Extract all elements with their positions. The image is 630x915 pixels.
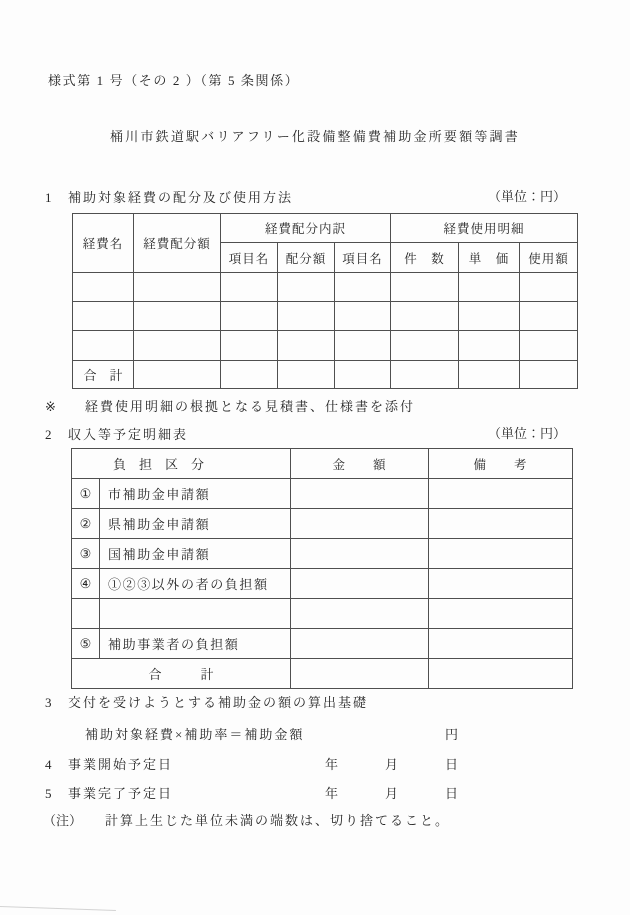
document-title: 桶川市鉄道駅バリアフリー化設備整備費補助金所要額等調書 [110, 129, 520, 144]
remarks-cell [429, 629, 573, 659]
attachment-note-text: 経費使用明細の根拠となる見積書、仕様書を添付 [85, 399, 416, 414]
remarks-cell [429, 569, 573, 599]
col-header-remarks: 備 考 [429, 449, 573, 479]
empty-cell [221, 273, 278, 302]
section1-unit-note: （単位：円） [488, 189, 567, 204]
col-header-burden-category: 負 担 区 分 [72, 449, 291, 479]
row-label: 国補助金申請額 [100, 539, 291, 569]
income-total-label: 合 計 [72, 659, 291, 689]
empty-cell [391, 273, 459, 302]
remarks-cell [429, 599, 573, 629]
row-label: ①②③以外の者の負担額 [100, 569, 291, 599]
income-table-total-row [72, 659, 573, 689]
section4-year-label: 年 [325, 757, 341, 772]
row-number: ① [72, 479, 100, 509]
col-header-amount: 金 額 [291, 449, 429, 479]
section1-heading: 補助対象経費の配分及び使用方法 [68, 190, 294, 205]
footnote-text: 計算上生じた単位未満の端数は、切り捨てること。 [105, 813, 451, 828]
col-header-count: 件 数 [391, 243, 459, 273]
row-label: 市補助金申請額 [100, 479, 291, 509]
empty-cell [278, 361, 335, 389]
empty-cell [221, 302, 278, 331]
col-header-item-name-2: 項目名 [335, 243, 391, 273]
col-header-unit-price: 単 価 [459, 243, 520, 273]
section2-number: 2 [45, 427, 54, 442]
empty-cell [134, 302, 221, 331]
empty-cell [335, 331, 391, 361]
empty-cell [391, 361, 459, 389]
empty-cell [221, 331, 278, 361]
empty-cell [520, 331, 578, 361]
form-number-line: 様式第 1 号（その 2 ）（第 5 条関係） [48, 73, 300, 88]
remarks-cell [429, 659, 573, 689]
empty-cell [520, 361, 578, 389]
expense-total-label: 合 計 [73, 361, 134, 389]
empty-cell [459, 331, 520, 361]
expense-table-header-row-1 [73, 214, 578, 243]
expense-table [72, 213, 578, 389]
empty-cell [459, 302, 520, 331]
section4-heading: 事業開始予定日 [68, 757, 174, 772]
row-number [72, 599, 100, 629]
remarks-cell [429, 509, 573, 539]
empty-cell [520, 302, 578, 331]
empty-cell [278, 273, 335, 302]
income-row-blank [72, 599, 573, 629]
section3-yen-label: 円 [445, 727, 461, 742]
empty-cell [335, 302, 391, 331]
income-row-city [72, 479, 573, 509]
empty-cell [391, 302, 459, 331]
empty-cell [134, 361, 221, 389]
empty-cell [134, 331, 221, 361]
section4-number: 4 [45, 757, 54, 772]
section5-day-label: 日 [445, 786, 461, 801]
amount-cell [291, 629, 429, 659]
scan-artifact-line [0, 906, 116, 911]
col-header-allocation-amount: 経費配分額 [134, 214, 221, 273]
empty-cell [459, 361, 520, 389]
amount-cell [291, 569, 429, 599]
section4-day-label: 日 [445, 757, 461, 772]
empty-cell [73, 302, 134, 331]
empty-cell [335, 361, 391, 389]
empty-cell [278, 302, 335, 331]
empty-cell [278, 331, 335, 361]
amount-cell [291, 509, 429, 539]
empty-cell [134, 273, 221, 302]
empty-cell [335, 273, 391, 302]
section5-heading: 事業完了予定日 [68, 786, 174, 801]
col-header-item-name-1: 項目名 [221, 243, 278, 273]
expense-table-total-row [73, 361, 578, 389]
section5-month-label: 月 [385, 786, 401, 801]
col-header-allocated-amount: 配分額 [278, 243, 335, 273]
amount-cell [291, 539, 429, 569]
row-label [100, 599, 291, 629]
expense-table-empty-row [73, 331, 578, 361]
expense-table-empty-row [73, 273, 578, 302]
empty-cell [459, 273, 520, 302]
empty-cell [520, 273, 578, 302]
attachment-note-marker: ※ [45, 399, 56, 414]
empty-cell [221, 361, 278, 389]
amount-cell [291, 479, 429, 509]
section5-number: 5 [45, 786, 54, 801]
row-number: ③ [72, 539, 100, 569]
col-header-allocation-breakdown: 経費配分内訳 [221, 214, 391, 243]
row-label: 県補助金申請額 [100, 509, 291, 539]
section3-heading: 交付を受けようとする補助金の額の算出基礎 [68, 695, 369, 710]
income-row-others [72, 569, 573, 599]
empty-cell [73, 331, 134, 361]
income-row-prefecture [72, 509, 573, 539]
section2-unit-note: （単位：円） [488, 426, 567, 441]
section3-number: 3 [45, 695, 54, 710]
col-header-usage-detail: 経費使用明細 [391, 214, 578, 243]
expense-table-empty-row [73, 302, 578, 331]
amount-cell [291, 659, 429, 689]
section2-heading: 収入等予定明細表 [68, 427, 189, 442]
income-row-national [72, 539, 573, 569]
col-header-used-amount: 使用額 [520, 243, 578, 273]
income-table-header-row [72, 449, 573, 479]
income-table [71, 448, 573, 689]
row-number: ② [72, 509, 100, 539]
remarks-cell [429, 479, 573, 509]
row-number: ⑤ [72, 629, 100, 659]
section1-number: 1 [45, 190, 54, 205]
empty-cell [73, 273, 134, 302]
amount-cell [291, 599, 429, 629]
income-row-project-operator [72, 629, 573, 659]
section4-month-label: 月 [385, 757, 401, 772]
footnote-marker: （注） [43, 813, 83, 828]
section5-year-label: 年 [325, 786, 341, 801]
col-header-expense-name: 経費名 [73, 214, 134, 273]
section3-formula: 補助対象経費×補助率＝補助金額 [85, 727, 305, 742]
row-number: ④ [72, 569, 100, 599]
empty-cell [391, 331, 459, 361]
row-label: 補助事業者の負担額 [100, 629, 291, 659]
remarks-cell [429, 539, 573, 569]
